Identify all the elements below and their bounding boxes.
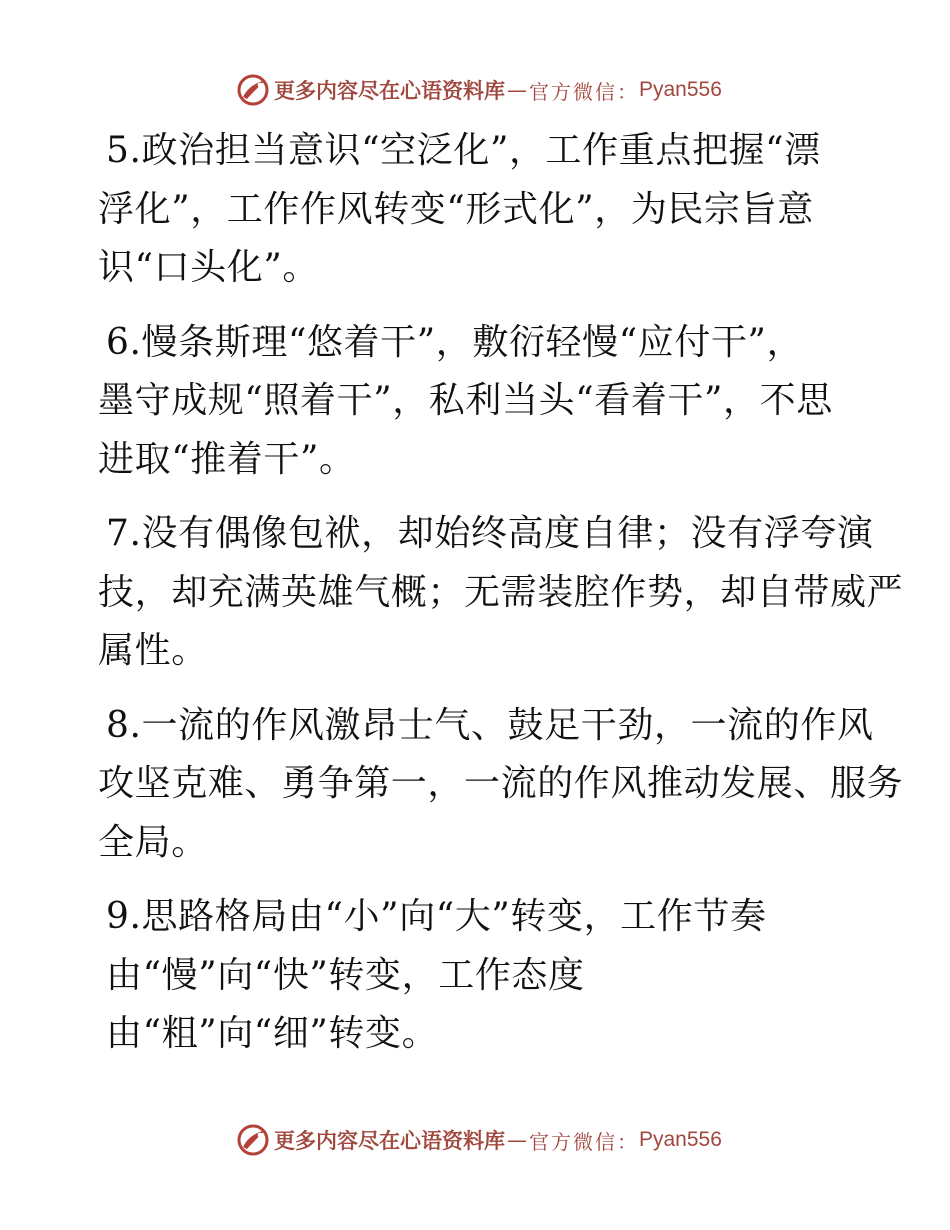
paragraph-5: [98, 122, 858, 298]
paragraph-line: 由“慢”向“快”转变，工作态度: [106, 954, 585, 996]
watermark-main-text: 更多内容尽在心语资料库: [274, 1128, 505, 1153]
paragraph-8: [98, 697, 904, 873]
watermark-wechat-label: 官方微信：: [529, 79, 639, 104]
paragraph-6: [98, 314, 858, 490]
paragraph-line: 全局。: [98, 821, 208, 863]
watermark-wechat-id: Pyan556: [639, 78, 722, 101]
paragraph-line: 6.慢条斯理“悠着干”，敷衍轻慢“应付干”，: [106, 321, 804, 363]
watermark-dash: —: [507, 1128, 527, 1152]
paragraph-line: 由“粗”向“细”转变。: [106, 1013, 439, 1054]
logo-icon: [236, 73, 270, 107]
paragraph-9: [98, 888, 858, 1064]
paragraph-line: 墨守成规“照着干”，私利当头“看着干”，不思: [98, 380, 833, 421]
paragraph-line: 浮化”，工作作风转变“形式化”，为民宗旨意: [98, 188, 814, 230]
watermark-banner-bottom: [236, 1122, 722, 1158]
paragraph-7: [98, 505, 904, 681]
paragraph-line: 攻坚克难、勇争第一，一流的作风推动发展、服务: [98, 763, 904, 804]
paragraph-line: 进取“推着干”。: [98, 438, 356, 480]
paragraph-line: 属性。: [98, 630, 208, 671]
watermark-wechat-id: Pyan556: [639, 1128, 722, 1151]
paragraph-line: 7.没有偶像包袱，却始终高度自律；没有浮夸演: [106, 513, 874, 554]
watermark-wechat-label: 官方微信：: [529, 1129, 639, 1154]
paragraph-line: 技，却充满英雄气概；无需装腔作势，却自带威严: [98, 571, 904, 613]
watermark-main-text: 更多内容尽在心语资料库: [274, 78, 505, 103]
paragraph-line: 9.思路格局由“小”向“大”转变，工作节奏: [106, 896, 767, 937]
paragraph-line: 8.一流的作风激昂士气、鼓足干劲，一流的作风: [106, 704, 874, 746]
watermark-banner-top: [236, 72, 722, 108]
paragraph-line: 识“口头化”。: [98, 247, 320, 288]
paragraph-line: 5.政治担当意识“空泛化”，工作重点把握“漂: [106, 130, 821, 171]
logo-icon: [236, 1123, 270, 1157]
document-body: [98, 122, 904, 1080]
watermark-dash: —: [507, 78, 527, 102]
